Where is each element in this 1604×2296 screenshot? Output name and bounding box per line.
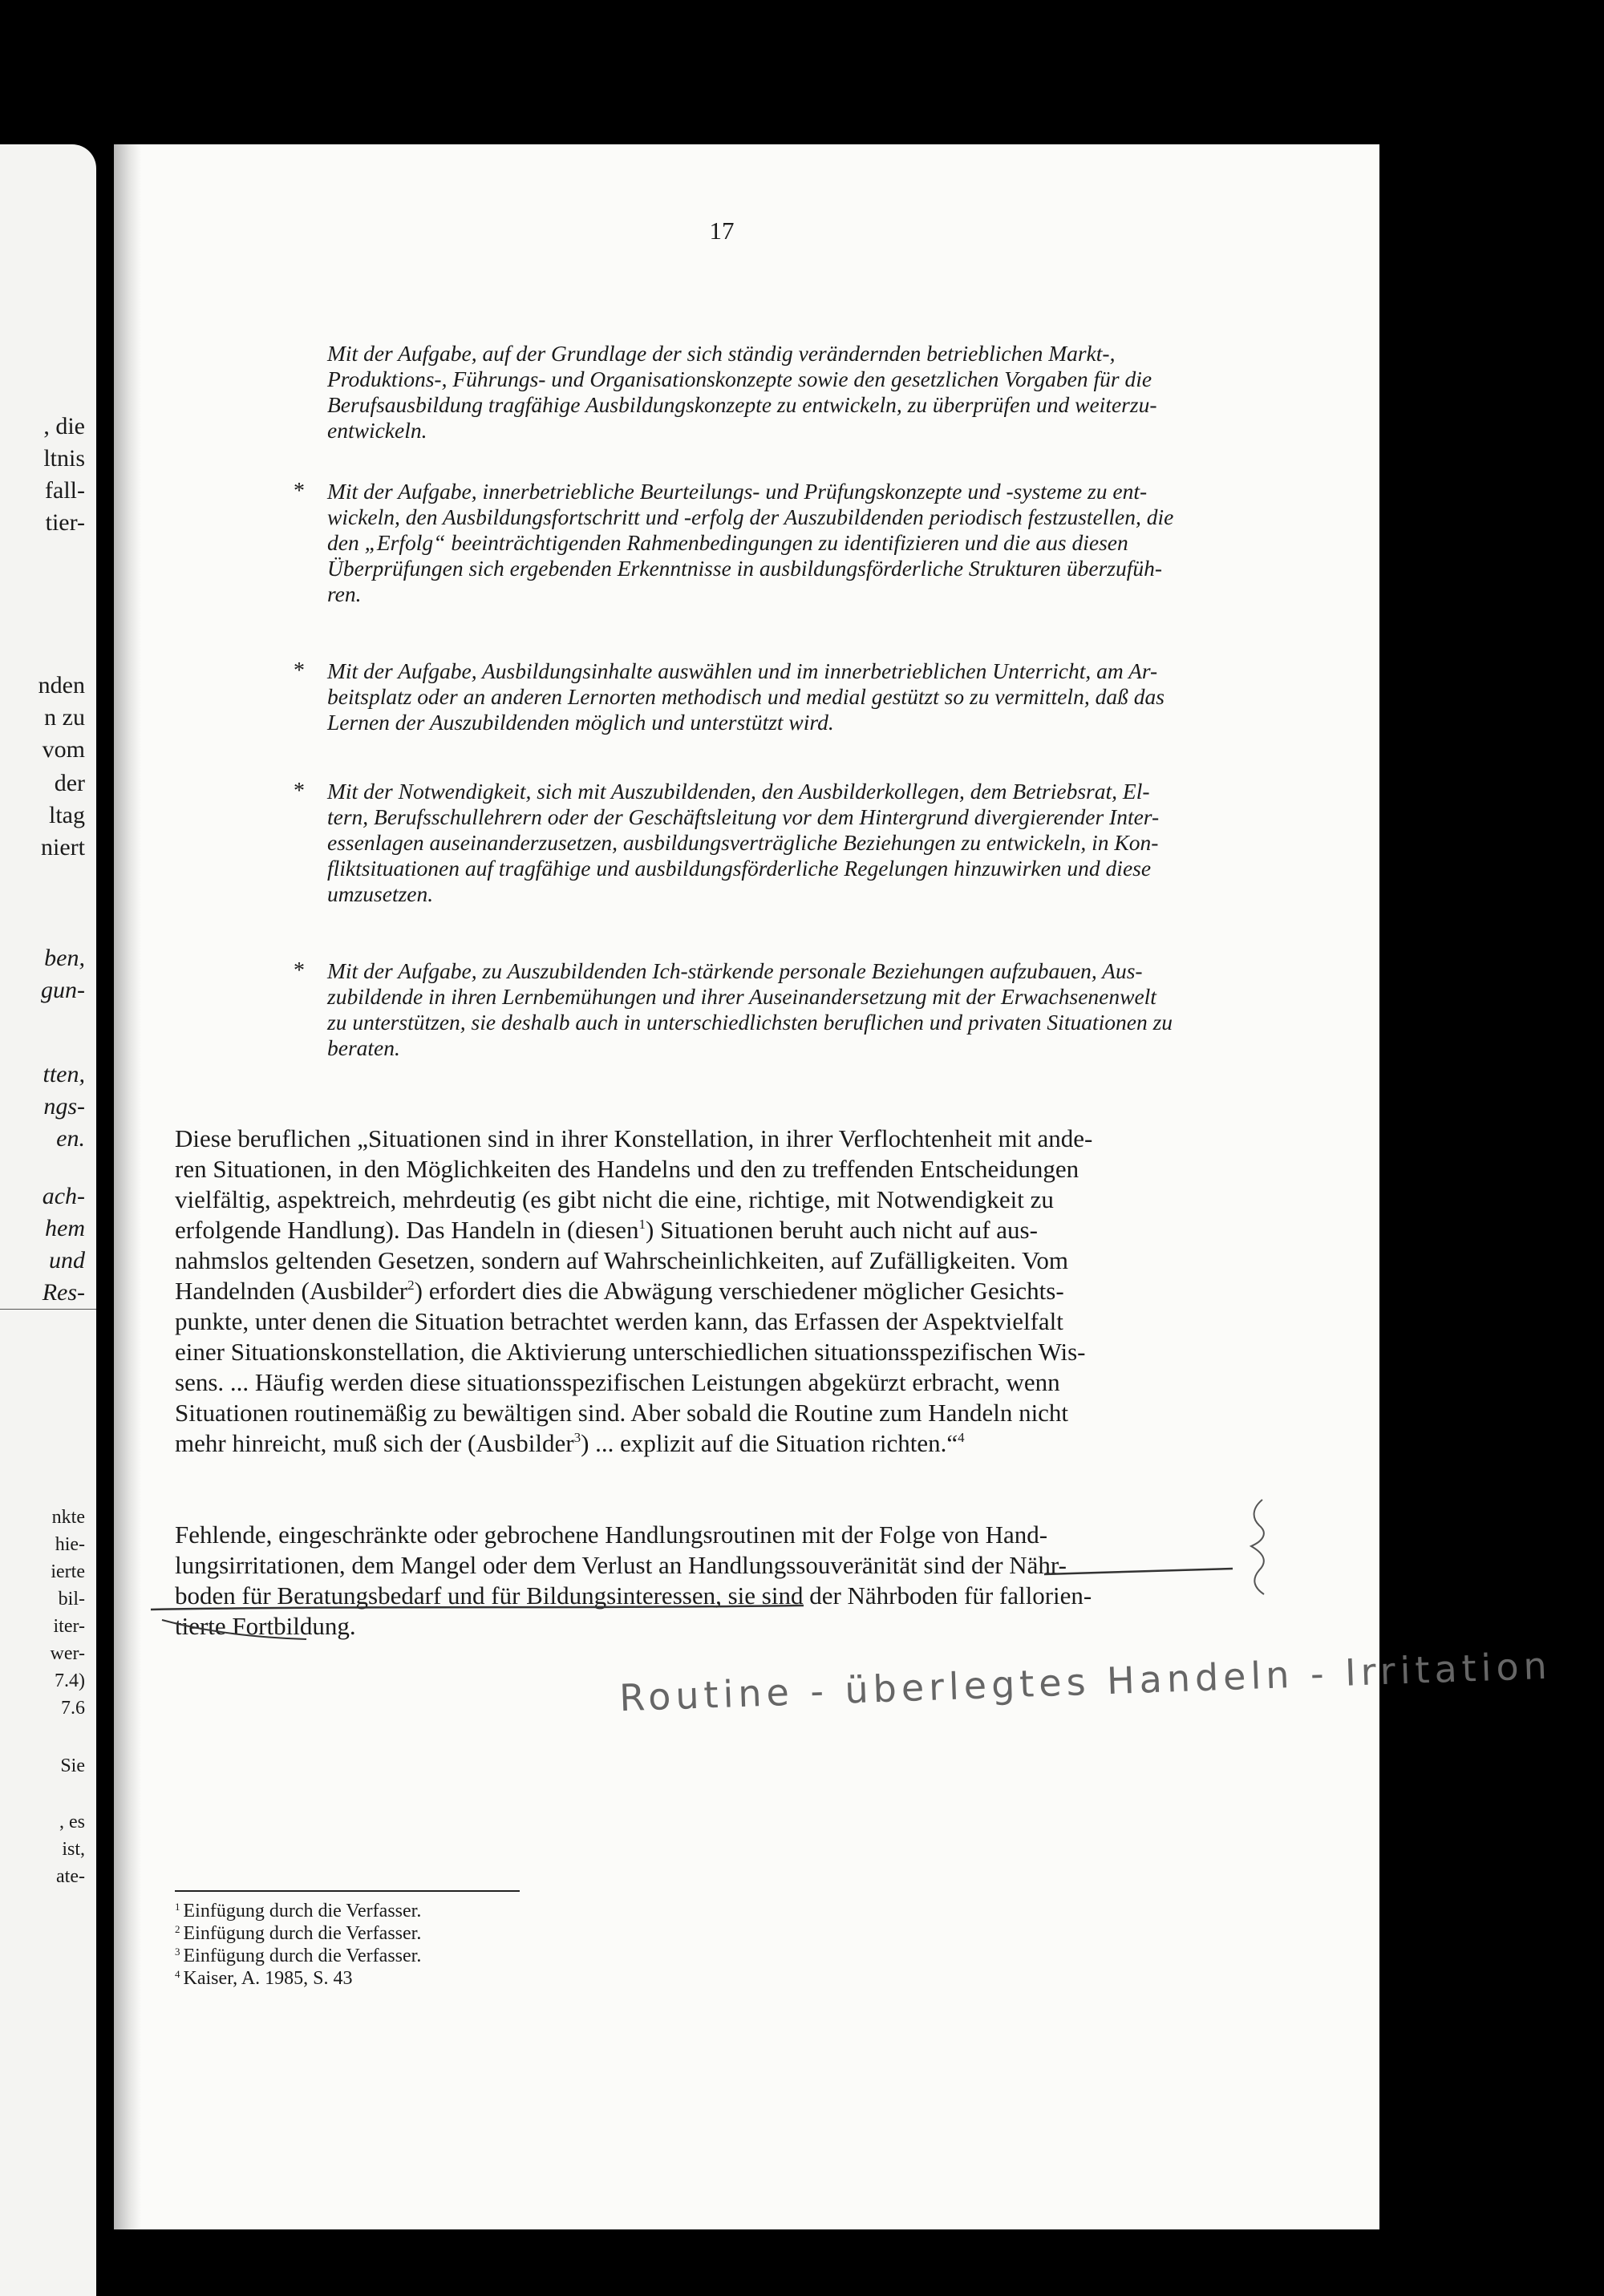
paragraph-line: tierte Fortbildung.	[175, 1612, 356, 1640]
footnote: $^1$ Einfügung durch die Verfasser.	[175, 1901, 422, 1921]
footnote-ref: 3	[573, 1430, 581, 1445]
list-item-line: essenlagen auseinanderzusetzen, ausbildungsverträgliche Beziehungen zu entwickeln, in Kon-	[327, 830, 1159, 855]
footnote-ref: 2	[407, 1278, 415, 1293]
facing-page-fragment: ierte	[51, 1561, 85, 1582]
paragraph-line: Diese beruflichen „Situationen sind in ihrer Konstellation, in ihrer Verflochtenheit mit ande-	[175, 1124, 1093, 1152]
facing-page-fragment: gun-	[41, 977, 85, 1003]
facing-page-fragment: ltnis	[43, 445, 85, 472]
facing-page-fragment: Sie	[60, 1755, 85, 1776]
underline-mark	[151, 1606, 804, 1610]
facing-page-fragment: hie-	[55, 1534, 85, 1555]
facing-page-fragment: niert	[41, 834, 85, 860]
list-item-line: entwickeln.	[327, 418, 427, 443]
facing-page-fragment: , die	[43, 413, 85, 439]
list-item-line: wickeln, den Ausbildungsfortschritt und -erfolg der Auszubildenden periodisch festzustellen, die	[327, 504, 1174, 529]
paragraph-line: Handelnden (Ausbilder$^2$) erfordert dies die Abwägung verschiedener möglicher Gesichts-	[175, 1277, 1064, 1305]
facing-page-fragment: ben,	[44, 945, 85, 971]
footnote-rule	[175, 1890, 520, 1892]
list-item-line: Mit der Aufgabe, Ausbildungsinhalte auswählen und im innerbetrieblichen Unterricht, am Ar-	[327, 658, 1158, 683]
facing-page-fragment: tier-	[45, 509, 85, 536]
list-item-line: ren.	[327, 581, 362, 606]
facing-page-fragment: der	[54, 770, 85, 796]
paragraph-line: nahmslos geltenden Gesetzen, sondern auf Wahrscheinlichkeiten, auf Zufälligkeiten. Vom	[175, 1246, 1069, 1274]
facing-page	[0, 144, 96, 2296]
facing-page-fragment: Res-	[42, 1279, 85, 1306]
facing-page-fragment: wer-	[50, 1643, 85, 1664]
paragraph-line: vielfältig, aspektreich, mehrdeutig (es gibt nicht die eine, richtige, mit Notwendigkeit zu	[175, 1185, 1054, 1213]
list-item-line: Mit der Notwendigkeit, sich mit Auszubildenden, den Ausbilderkollegen, dem Betriebsrat, El-	[327, 779, 1150, 804]
list-item-line: fliktsituationen auf tragfähige und ausbildungsförderliche Regelungen hinzuwirken und diese	[327, 856, 1152, 881]
paragraph-line: Situationen routinemäßig zu bewältigen sind. Aber sobald die Routine zum Handeln nicht	[175, 1399, 1069, 1427]
paragraph-line: erfolgende Handlung). Das Handeln in (diesen$^1$) Situationen beruht auch nicht auf aus-	[175, 1216, 1038, 1244]
facing-page-fragment: nden	[38, 672, 85, 699]
list-item-line: beitsplatz oder an anderen Lernorten methodisch und medial gestützt so zu vermitteln, daß das	[327, 684, 1165, 709]
footnote-ref: 1	[638, 1217, 646, 1232]
paragraph-line: lungsirritationen, dem Mangel oder dem Verlust an Handlungssouveränität sind der Nähr-	[175, 1551, 1067, 1579]
facing-page-fragment: 7.4)	[55, 1670, 85, 1691]
facing-page-fragment: ist,	[62, 1839, 85, 1860]
page-number: 17	[709, 217, 735, 245]
facing-page-fragment: ngs-	[43, 1093, 85, 1120]
list-item-line: Mit der Aufgabe, zu Auszubildenden Ich-stärkende personale Beziehungen aufzubauen, Aus-	[327, 958, 1143, 983]
list-item-line: Lernen der Auszubildenden möglich und unterstützt wird.	[327, 710, 834, 735]
list-item-line: Berufsausbildung tragfähige Ausbildungskonzepte zu entwickeln, zu überprüfen und weiterzu-	[327, 392, 1157, 417]
paragraph-line: einer Situationskonstellation, die Aktivierung unterschiedlichen situationsspezifischen Wis-	[175, 1338, 1086, 1366]
facing-page-fragment: und	[49, 1247, 85, 1274]
list-item-line: Überprüfungen sich ergebenden Erkenntnisse in ausbildungsförderliche Strukturen überzufüh-	[327, 556, 1163, 581]
list-item-line: umzusetzen.	[327, 881, 434, 906]
facing-page-fragment: n zu	[44, 704, 85, 731]
list-item-line: Mit der Aufgabe, auf der Grundlage der sich ständig verändernden betrieblichen Markt-,	[327, 341, 1116, 366]
paragraph-line: ren Situationen, in den Möglichkeiten des Handelns und den zu treffenden Entscheidungen	[175, 1155, 1079, 1183]
facing-page-fragment: vom	[42, 736, 85, 763]
footnote: $^2$ Einfügung durch die Verfasser.	[175, 1923, 422, 1944]
document-page	[114, 144, 1553, 2229]
footnote-ref: 4	[958, 1430, 965, 1445]
footnote: $^3$ Einfügung durch die Verfasser.	[175, 1946, 422, 1966]
underline-mark	[162, 1620, 306, 1639]
list-item-line: Mit der Aufgabe, innerbetriebliche Beurteilungs- und Prüfungskonzepte und -systeme zu ent-	[327, 479, 1148, 504]
handwritten-note: Routine - überlegtes Handeln - Irritation	[618, 1643, 1553, 1720]
paragraph-line: sens. ... Häufig werden diese situationsspezifischen Leistungen abgekürzt erbracht, wenn	[175, 1368, 1060, 1396]
list-bullet: *	[294, 779, 305, 804]
facing-page-fragment: ltag	[49, 802, 85, 828]
paragraph-line: boden für Beratungsbedarf und für Bildungsinteressen, sie sind der Nährboden für fallorien-	[175, 1581, 1092, 1610]
facing-page-fragment: tten,	[43, 1061, 85, 1087]
list-item-line: Produktions-, Führungs- und Organisationskonzepte sowie den gesetzlichen Vorgaben für die	[327, 366, 1152, 391]
facing-page-fragment: nkte	[51, 1507, 85, 1528]
facing-page-fragment: 7.6	[61, 1698, 85, 1719]
list-item-line: tern, Berufsschullehrern oder der Geschäftsleitung vor dem Hintergrund divergierender Inter-	[327, 804, 1160, 829]
list-bullet: *	[294, 658, 305, 683]
facing-page-fragment: iter-	[53, 1616, 85, 1637]
list-item-line: beraten.	[327, 1035, 400, 1060]
footnote: $^4$ Kaiser, A. 1985, S. 43	[175, 1968, 353, 1989]
list-item-line: zu unterstützen, sie deshalb auch in unterschiedlichsten beruflichen und privaten Situationen zu	[327, 1010, 1173, 1035]
paragraph-line: Fehlende, eingeschränkte oder gebrochene Handlungsroutinen mit der Folge von Hand-	[175, 1521, 1048, 1549]
facing-page-fragment: , es	[59, 1812, 85, 1832]
facing-page-fragment: en.	[56, 1125, 85, 1152]
facing-page-fragment: ate-	[56, 1866, 85, 1887]
facing-page-fragment: bil-	[58, 1589, 85, 1610]
paragraph-line: punkte, unter denen die Situation betrachtet werden kann, das Erfassen der Aspektvielfalt	[175, 1307, 1063, 1335]
list-bullet: *	[294, 479, 305, 504]
facing-page-fragment: fall-	[45, 477, 85, 504]
list-item-line: zubildende in ihren Lernbemühungen und ihrer Auseinandersetzung mit der Erwachsenenwelt	[327, 984, 1156, 1009]
facing-page-fragment: hem	[45, 1215, 85, 1241]
paragraph-line: mehr hinreicht, muß sich der (Ausbilder$^3$) ... explizit auf die Situation richten.“$^4$	[175, 1429, 965, 1457]
facing-page-rule	[0, 1309, 96, 1310]
list-bullet: *	[294, 958, 305, 983]
list-item-line: den „Erfolg“ beeinträchtigenden Rahmenbedingungen zu identifizieren und die aus diesen	[327, 530, 1128, 555]
facing-page-fragment: ach-	[42, 1183, 85, 1209]
margin-bracket-mark	[1251, 1500, 1264, 1594]
underline-mark	[1044, 1569, 1233, 1574]
